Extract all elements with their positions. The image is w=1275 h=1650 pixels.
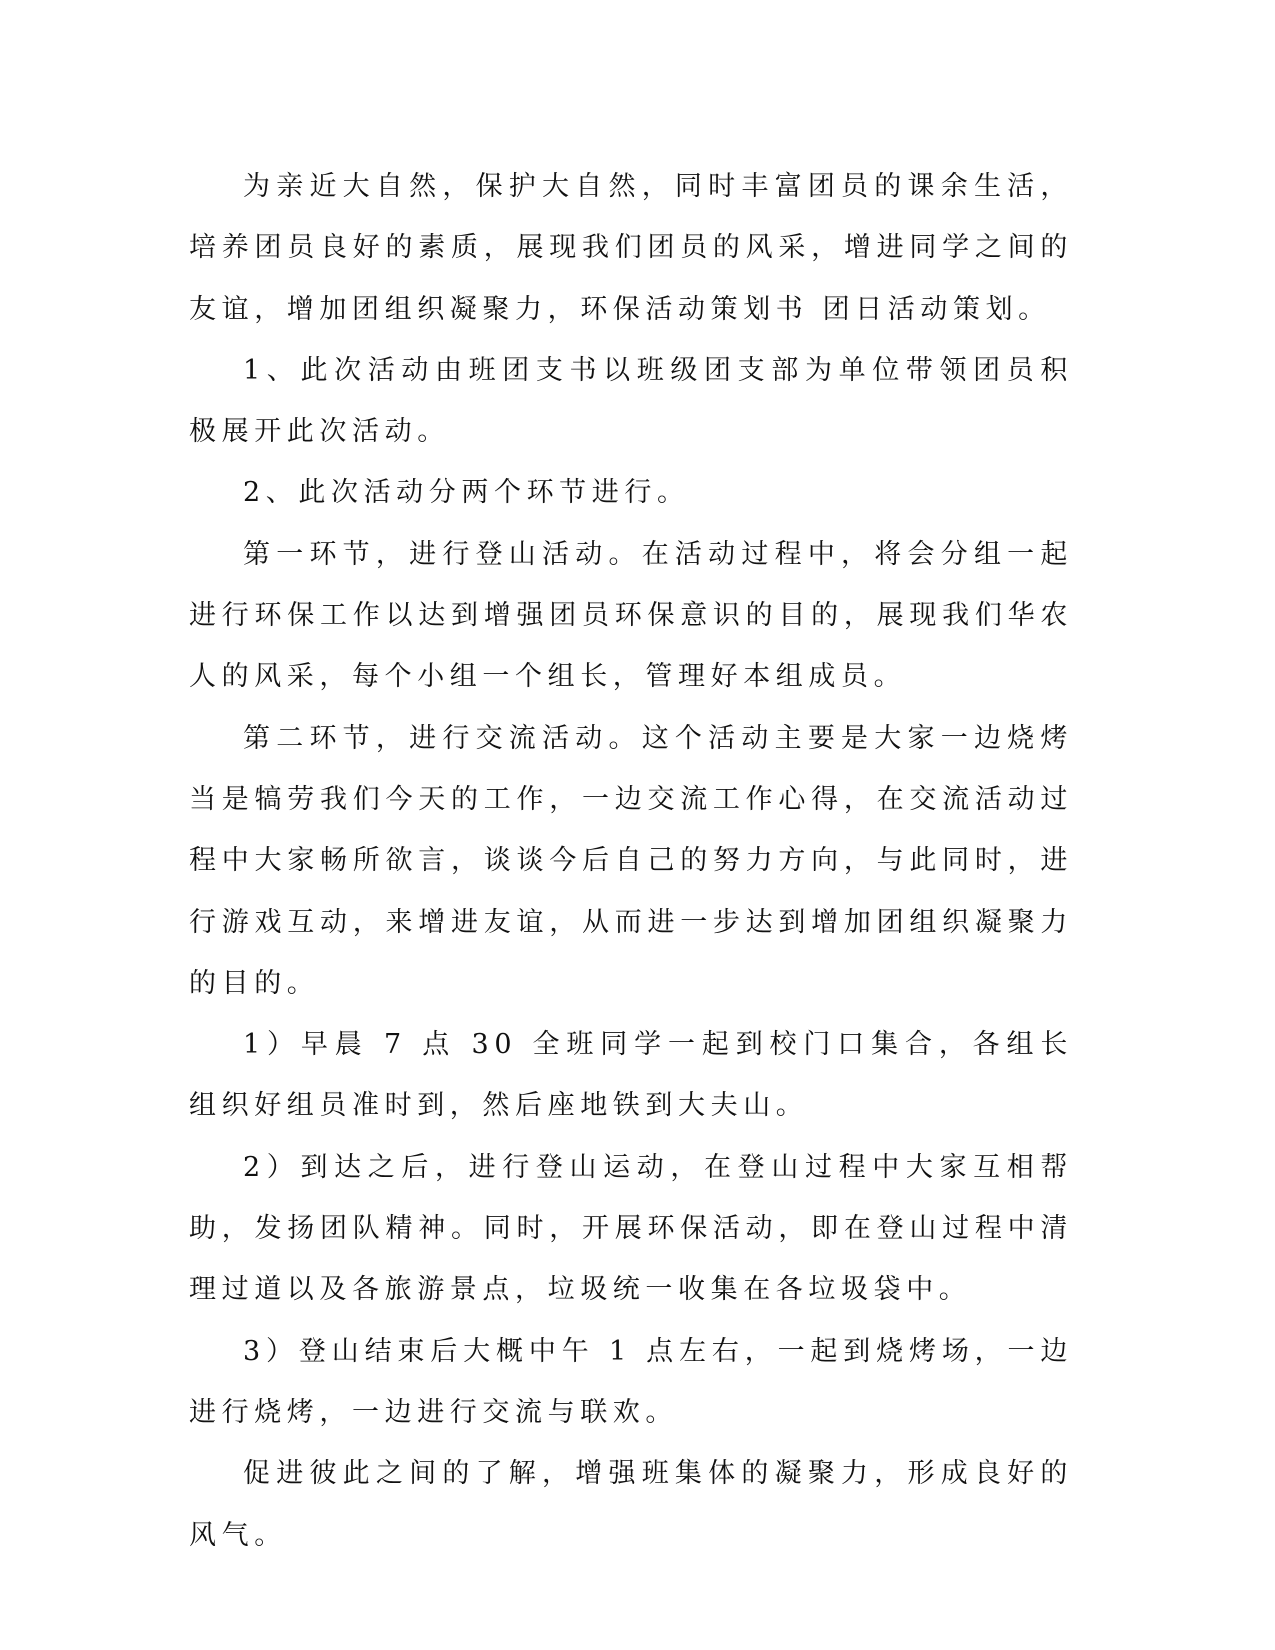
paragraph-schedule-3: 3）登山结束后大概中午 1 点左右，一起到烧烤场，一边进行烧烤，一边进行交流与联欢。 [189,1335,1073,1428]
paragraph-schedule-1: 1）早晨 7 点 30 全班同学一起到校门口集合，各组长组织好组员准时到，然后座地铁到大夫山。 [189,1029,1073,1122]
paragraph-item-2: 2、此次活动分两个环节进行。 [243,477,690,509]
paragraph-intro: 为亲近大自然，保护大自然，同时丰富团员的课余生活，培养团员良好的素质，展现我们团员的风采，增进同学之间的友谊，增加团组织凝聚力，环保活动策划书 团日活动策划。 [189,171,1073,325]
paragraph-stage-2: 第二环节，进行交流活动。这个活动主要是大家一边烧烤当是犒劳我们今天的工作，一边交流工作心得，在交流活动过程中大家畅所欲言，谈谈今后自己的努力方向，与此同时，进行游戏互动，来增进友谊，从而进一步达到增加团组织凝聚力的目的。 [189,722,1073,999]
document-body [189,156,1073,1566]
paragraph-item-1: 1、此次活动由班团支书以班级团支部为单位带领团员积极展开此次活动。 [189,354,1073,448]
paragraph-stage-1: 第一环节，进行登山活动。在活动过程中，将会分组一起进行环保工作以达到增强团员环保意识的目的，展现我们华农人的风采，每个小组一个组长，管理好本组成员。 [189,538,1073,693]
paragraph-schedule-2: 2）到达之后，进行登山运动，在登山过程中大家互相帮助，发扬团队精神。同时，开展环保活动，即在登山过程中清理过道以及各旅游景点，垃圾统一收集在各垃圾袋中。 [189,1151,1073,1306]
paragraph-conclusion: 促进彼此之间的了解，增强班集体的凝聚力，形成良好的风气。 [189,1458,1073,1551]
